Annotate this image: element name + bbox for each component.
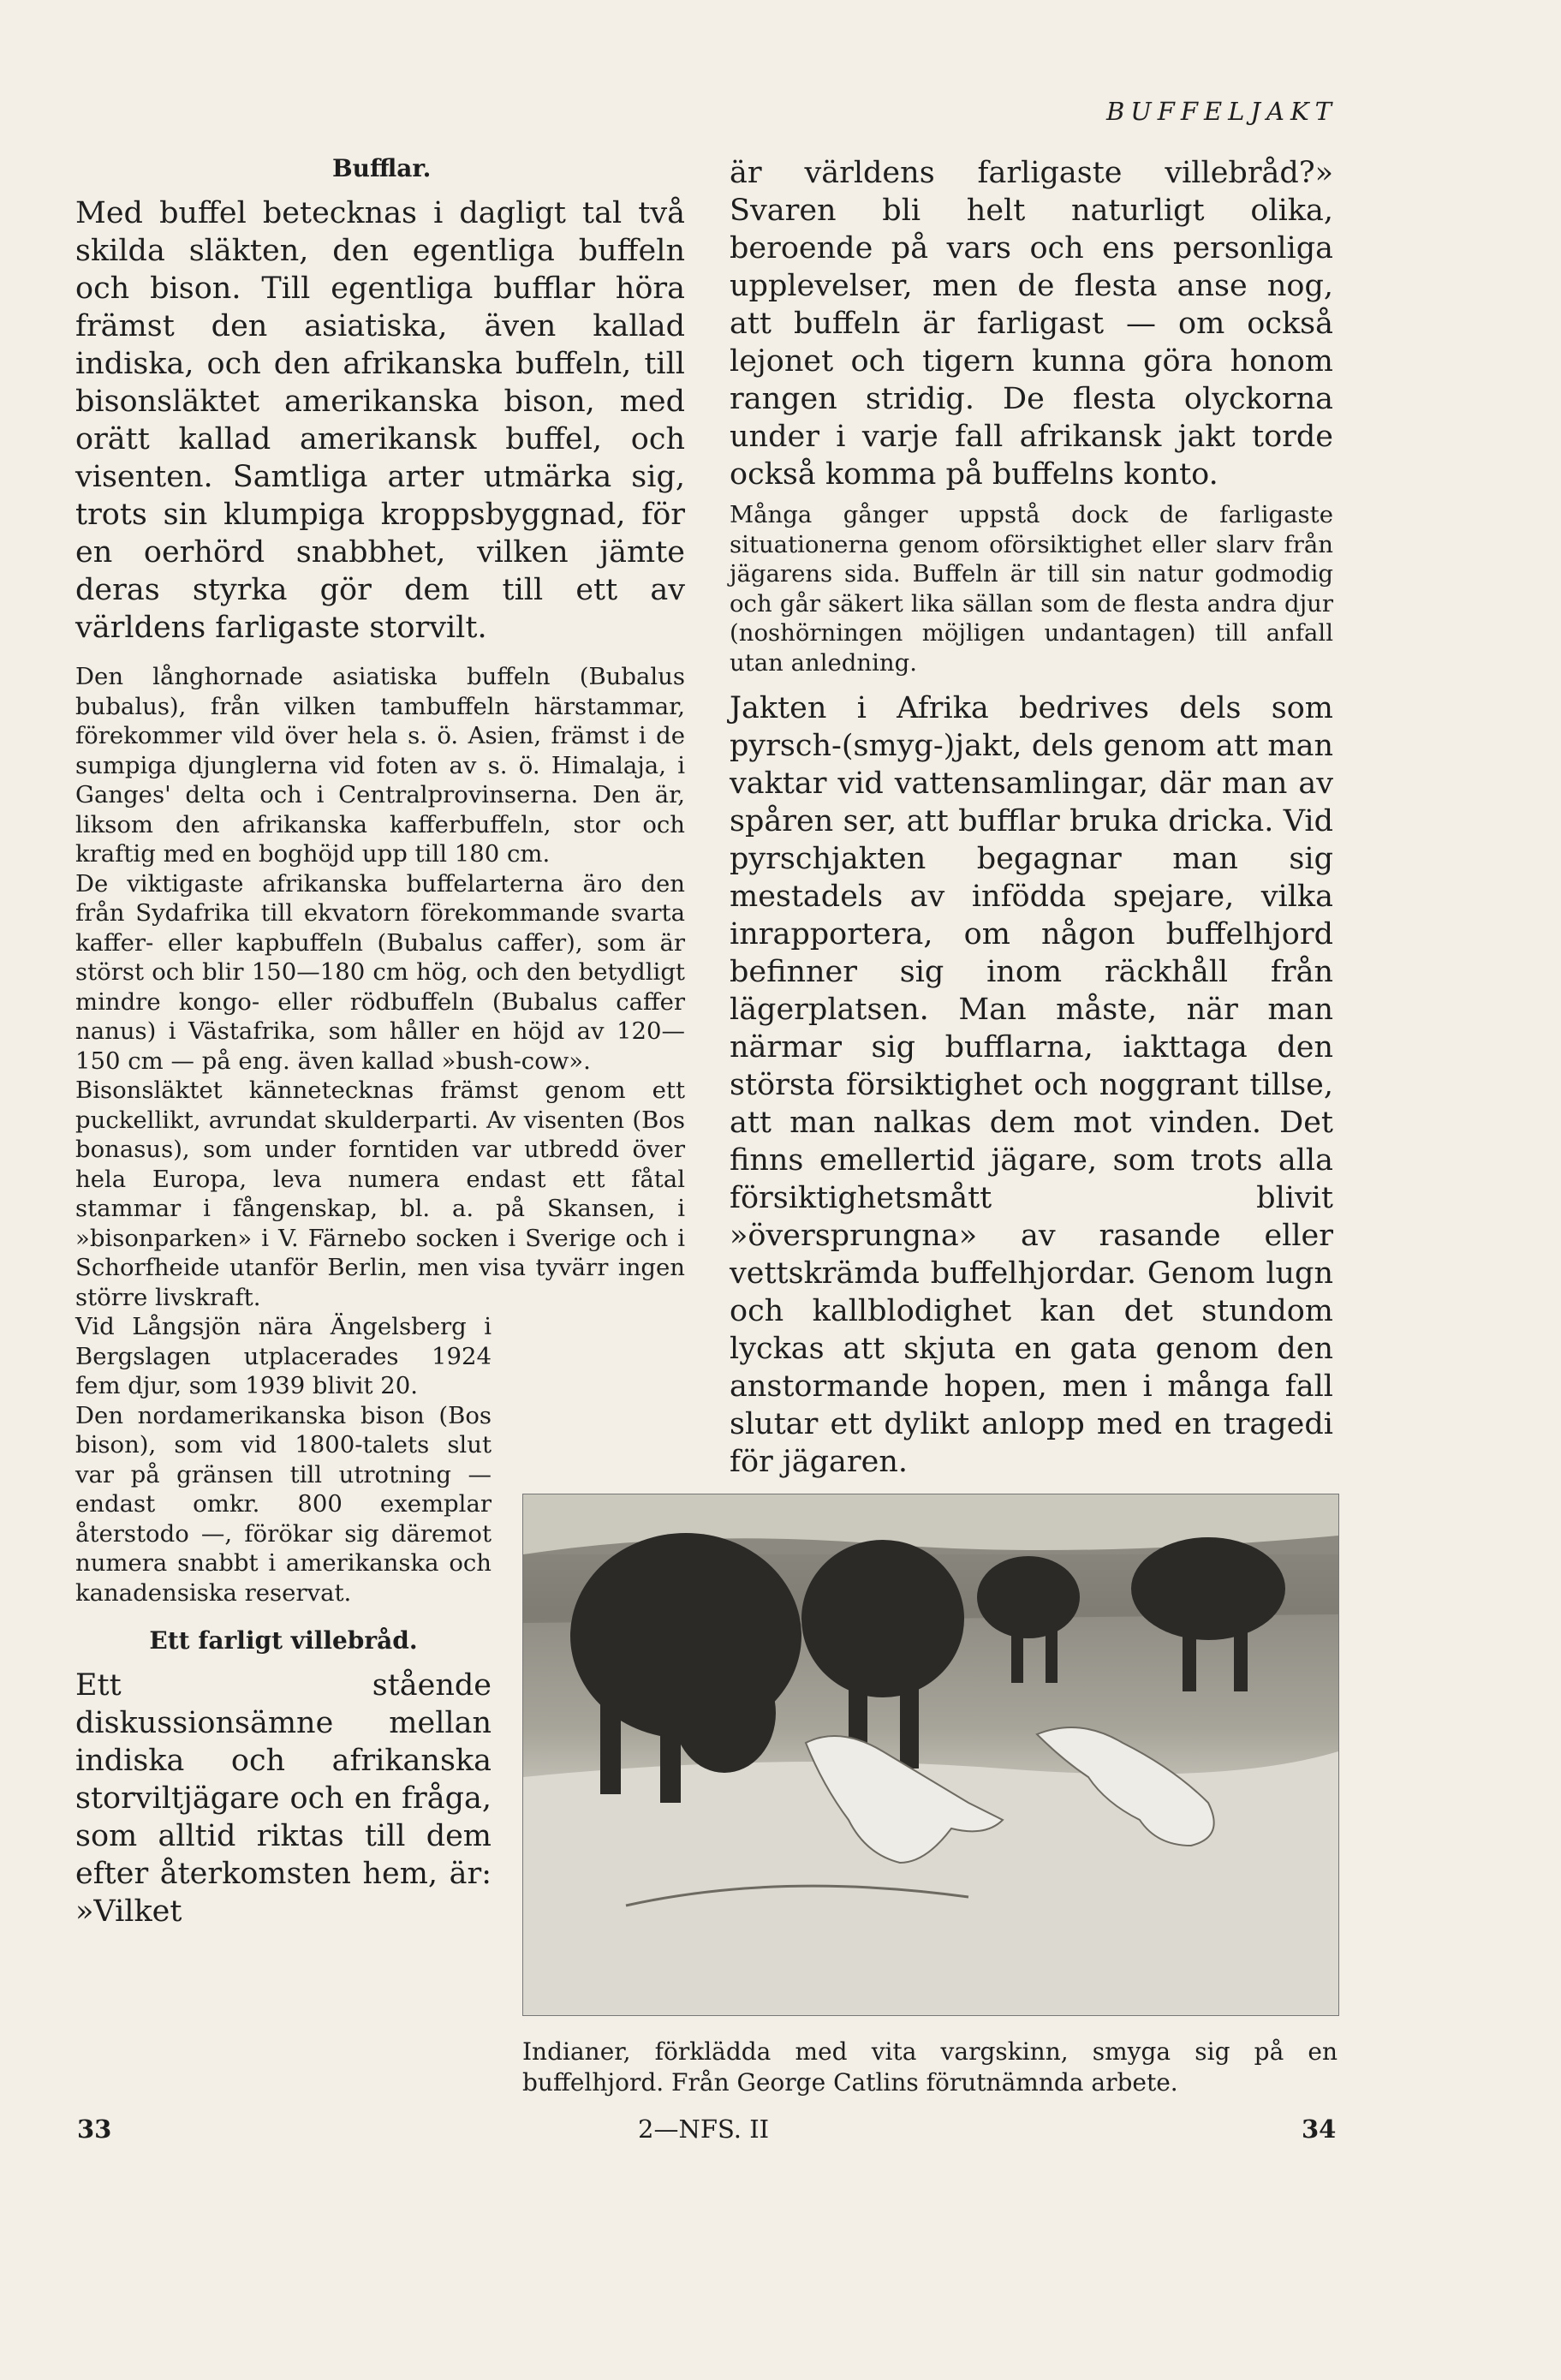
section-heading-villebrad: Ett farligt villebråd.: [149, 1626, 418, 1655]
illustration-drawing: [523, 1494, 1338, 2015]
small-paragraph-langsjon: Vid Långsjön nära Ängelsberg i Bergslagen utplacerades 1924 fem djur, som 1939 blivit 20.: [75, 1313, 492, 1399]
right-column: [730, 154, 1333, 1481]
small-paragraph-asiatic-buffalo: Den långhornade asiatiska buffeln (Bubalus bubalus), från vilken tambuffeln härstammar, förekommer vild över hela s. ö. Asien, främst i de sumpiga djunglerna vid foten av s. ö. Himalaja, i Ganges' delta och i Centralprovinserna. Den är, liksom den afrikanska kafferbuffeln, stor och kraftig med en boghöjd upp till 180 cm.: [75, 663, 685, 868]
section-heading-bufflar: Bufflar.: [332, 154, 432, 182]
paragraph-answers: är världens farligaste villebråd?» Svaren bli helt naturligt olika, beroende på vars och ens personliga upplevelser, men de flesta anse nog, att buffeln är farligast — om också lejonet och tigern kunna göra honom rangen stridig. De flesta olyckorna under i varje fall afrikansk jakt torde också komma på buffelns konto.: [730, 156, 1333, 492]
figure-caption: Indianer, förklädda med vita vargskinn, smyga sig på en buffelhjord. Från George Catlins förutnämnda arbete.: [522, 2037, 1338, 2097]
small-paragraph-bison-genus: Bisonsläktet kännetecknas främst genom ett puckellikt, avrundat skulderparti. Av visenten (Bos bonasus), som under forntiden var utbredd över hela Europa, leva numera endast ett fåtal stammar i fångenskap, bl. a. på Skansen, i »bisonparken» i V. Färnebo socken i Sverige och i Schorfheide utanför Berlin, men visa tyvärr ingen större livskraft.: [75, 1077, 685, 1311]
running-header: BUFFELJAKT: [1106, 97, 1338, 126]
narrow-text-block: [75, 1312, 492, 1930]
printer-signature: 2—NFS. II: [638, 2115, 770, 2144]
buffalo-hunt-illustration: [522, 1494, 1339, 2016]
paragraph-hunting-methods: Jakten i Afrika bedrives dels som pyrsch-(smyg-)jakt, dels genom att man vaktar vid vattensamlingar, där man av spåren ser, att bufflar bruka dricka. Vid pyrschjakten begagnar man sig mestadels av infödda spejare, vilka inrapportera, om någon buffelhjord befinner sig inom räckhåll från lägerplatsen. Man måste, när man närmar sig bufflarna, iakttaga den största försiktighet och noggrant tillse, att man nalkas dem mot vinden. Det finns emellertid jägare, som trots alla försiktighetsmått blivit »översprungna» av rasande eller vettskrämda buffelhjordar. Genom lugn och kallblodighet kan det stundom lyckas att skjuta en gata genom den anstormande hopen, men i många fall slutar ett dylikt anlopp med en tragedi för jägaren.: [730, 691, 1333, 1479]
small-paragraph-carelessness: Många gånger uppstå dock de farligaste situationerna genom oförsiktighet eller slarv från jägarens sida. Buffeln är till sin natur godmodig och går säkert lika sällan som de flesta andra djur (noshörningen möjligen undantagen) till anfall utan anledning.: [730, 501, 1333, 677]
page-number-left: 33: [77, 2115, 112, 2144]
small-paragraph-african-buffalo: De viktigaste afrikanska buffelarterna äro den från Sydafrika till ekvatorn förekommande svarta kaffer- eller kapbuffeln (Bubalus caffer), som är störst och blir 150—180 cm hög, och den betydligt mindre kongo- eller rödbuffeln (Bubalus caffer nanus) i Västafrika, som håller en höjd av 120—150 cm — på eng. även kallad »bush-cow».: [75, 869, 685, 1075]
paragraph-intro: Med buffel betecknas i dagligt tal två skilda släkten, den egentliga buffeln och bison. Till egentliga bufflar höra främst den asiatiska, även kallad indiska, och den afrikanska buffeln, till bisonsläktet amerikanska bison, med orätt kallad amerikansk buffel, och visenten. Samtliga arter utmärka sig, trots sin klumpiga kroppsbyggnad, för en oerhörd snabbhet, vilken jämte deras styrka gör dem till ett av världens farligaste storvilt.: [75, 196, 685, 645]
paragraph-discussion: Ett stående diskussionsämne mellan indiska och afrikanska storviltjägare och en fråga, som alltid riktas till dem efter återkomsten hem, är: »Vilket: [75, 1668, 492, 1929]
page-number-right: 34: [1302, 2115, 1337, 2144]
small-paragraph-north-american-bison: Den nordamerikanska bison (Bos bison), som vid 1800-talets slut var på gränsen till utrotning — endast omkr. 800 exemplar återstodo —, förökar sig däremot numera snabbt i amerikanska och kanadensiska reservat.: [75, 1401, 492, 1607]
